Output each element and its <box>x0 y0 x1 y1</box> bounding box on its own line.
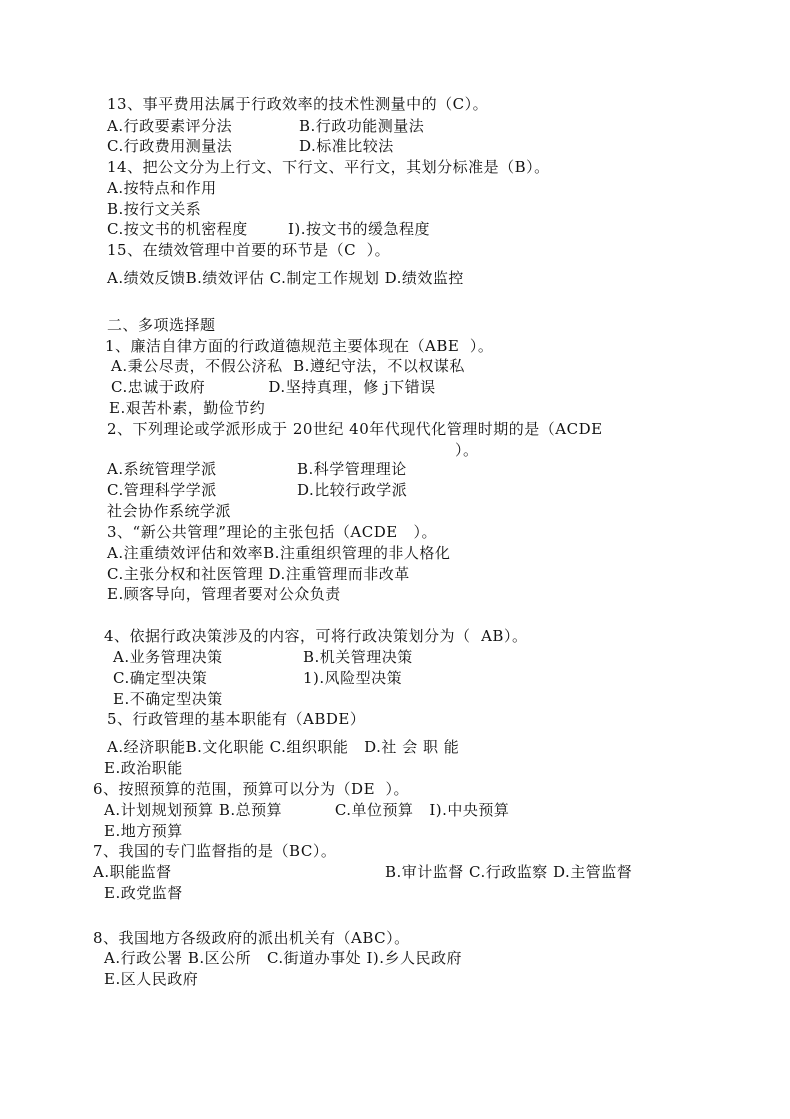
multi-question-4: 4、依据行政决策涉及的内容，可将行政决策划分为（ AB）。 <box>104 627 528 645</box>
option-14b: B.按行文关系 <box>107 200 202 218</box>
multi-1-line-3: E.艰苦朴素，勤俭节约 <box>109 399 266 417</box>
multi-7-opt-bcd: B.审计监督 C.行政监察 D.主管监督 <box>385 863 633 881</box>
multi-3-line-2: C.主张分权和社医管理 D.注重管理而非改革 <box>107 565 410 583</box>
option-14a: A.按特点和作用 <box>107 179 217 197</box>
option-14c: C.按文书的机密程度 <box>107 220 248 238</box>
multi-3-line-3: E.顾客导向，管理者要对公众负责 <box>107 585 341 603</box>
multi-3-line-1: A.注重绩效评估和效率B.注重组织管理的非人格化 <box>107 544 451 562</box>
multi-4-opt-e: E.不确定型决策 <box>113 690 223 708</box>
multi-2-opt-d: D.比较行政学派 <box>297 481 408 499</box>
multi-2-opt-e: 社会协作系统学派 <box>107 502 232 520</box>
multi-1-line-2: C.忠诚于政府 D.坚持真理，修 j下错误 <box>111 378 436 396</box>
multi-6-line-1: A.计划规划预算 B.总预算 C.单位预算 I).中央预算 <box>104 801 510 819</box>
option-13d: D.标准比较法 <box>299 137 394 155</box>
multi-4-opt-c: C.确定型决策 <box>113 669 208 687</box>
multi-2-opt-a: A.系统管理学派 <box>107 460 217 478</box>
option-15-line: A.绩效反馈B.绩效评估 C.制定工作规划 D.绩效监控 <box>107 269 464 287</box>
option-13a: A.行政要素评分法 <box>107 117 233 135</box>
multi-question-2: 2、下列理论或学派形成于 20世纪 40年代现代化管理时期的是（ACDE <box>107 420 603 438</box>
multi-8-line-2: E.区人民政府 <box>104 970 199 988</box>
multi-question-3: 3、“新公共管理”理论的主张包括（ACDE ）。 <box>107 523 437 541</box>
multi-question-6: 6、按照预算的范围，预算可以分为（DE ）。 <box>93 780 410 798</box>
multi-2-opt-b: B.科学管理理论 <box>297 460 407 478</box>
question-14: 14、把公文分为上行文、下行文、平行文，其划分标准是（B）。 <box>107 158 550 176</box>
multi-question-8: 8、我国地方各级政府的派出机关有（ABC）。 <box>93 929 410 947</box>
option-14d: I).按文书的缓急程度 <box>288 220 431 238</box>
multi-7-opt-a: A.职能监督 <box>93 863 172 881</box>
multi-4-opt-b: B.机关管理决策 <box>303 648 413 666</box>
multi-6-line-2: E.地方预算 <box>104 822 183 840</box>
multi-1-line-1: A.秉公尽责，不假公济私 B.遵纪守法，不以权谋私 <box>111 357 465 375</box>
multi-question-1: 1、廉洁自律方面的行政道德规范主要体现在（ABE ）。 <box>105 337 494 355</box>
multi-2-opt-c: C.管理科学学派 <box>107 481 217 499</box>
multi-question-5: 5、行政管理的基本职能有（ABDE） <box>107 710 366 728</box>
multi-4-opt-a: A.业务管理决策 <box>113 648 223 666</box>
option-13b: B.行政功能测量法 <box>299 117 425 135</box>
multi-5-line-1: A.经济职能B.文化职能 C.组织职能 D.社 会 职 能 <box>107 738 460 756</box>
multi-5-line-2: E.政治职能 <box>104 759 183 777</box>
multi-question-7: 7、我国的专门监督指的是（BC）。 <box>93 842 337 860</box>
multi-4-opt-d: 1).风险型决策 <box>303 669 403 687</box>
multi-7-opt-e: E.政党监督 <box>104 884 183 902</box>
question-15: 15、在绩效管理中首要的环节是（C ）。 <box>107 241 391 259</box>
question-13: 13、事平费用法属于行政效率的技术性测量中的（C）。 <box>107 95 489 113</box>
section-title-multi: 二、多项选择题 <box>107 316 216 334</box>
multi-2-question-cont: ）。 <box>455 441 479 459</box>
multi-8-line-1: A.行政公署 B.区公所 C.街道办事处 I).乡人民政府 <box>104 949 462 967</box>
option-13c: C.行政费用测量法 <box>107 137 233 155</box>
